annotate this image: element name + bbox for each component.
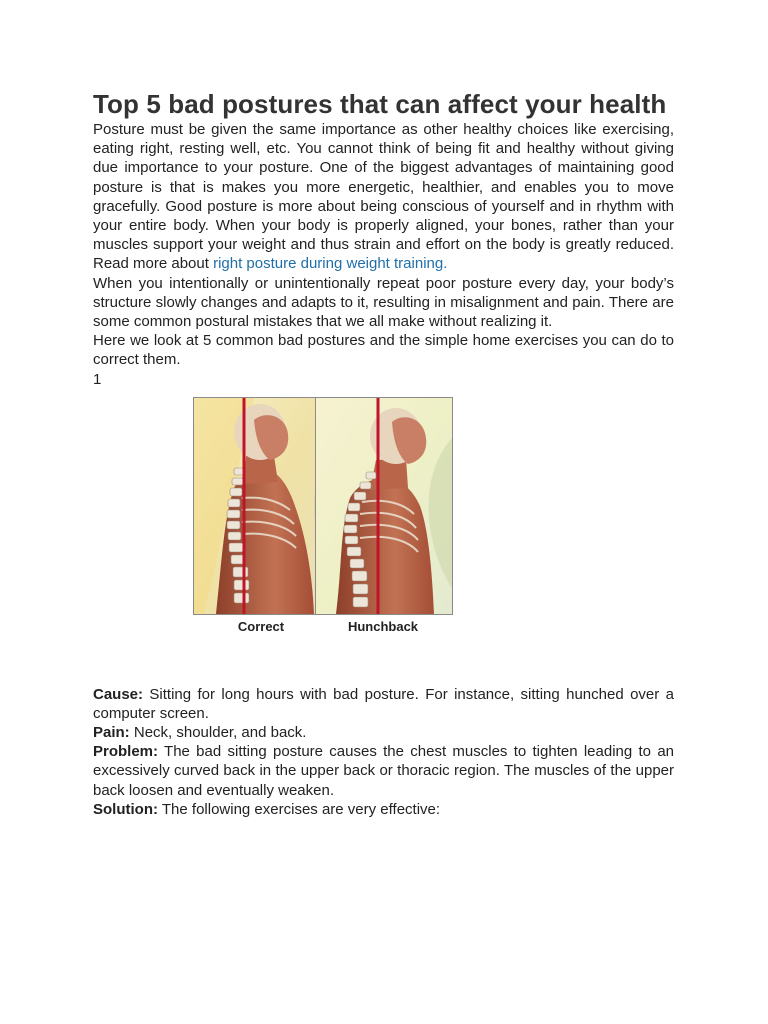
solution-label: Solution: xyxy=(93,800,158,818)
pain-label: Pain: xyxy=(93,724,130,742)
intro-text: Posture must be given the same importance as other healthy choices like exercising, eating right, resting well, etc. You cannot think of being fit and healthy without giving due importance to your posture. One of the biggest advantages of maintaining good posture is that is makes you more energetic, healthier, and enables you to move gracefully. Good posture is more about being conscious of yourself and in rhythm with your entire body. When your body is properly aligned, your bones, rather than your muscles support your weight and thus strain and effort on the body is greatly reduced. Read more about xyxy=(93,121,674,273)
paragraph-misalignment: When you intentionally or unintentionally repeat poor posture every day, your body’s structure slowly changes and adapts to it, resulting in misalignment and pain. There are some common postural mistakes that we all make without realizing it. xyxy=(93,274,674,331)
article-title: Top 5 bad postures that can affect your health xyxy=(93,89,667,119)
paragraph-overview: Here we look at 5 common bad postures and the simple home exercises you can do to correct them. xyxy=(93,332,674,369)
problem-text: The bad sitting posture causes the chest muscles to tighten leading to an excessively curved back in the upper back or thoracic region. The muscles of the upper back loosen and eventually weaken. xyxy=(93,743,674,799)
hunchback-caption: Hunchback xyxy=(347,618,419,634)
cause-text: Sitting for long hours with bad posture. For instance, sitting hunched over a computer screen. xyxy=(93,685,674,722)
posture-details xyxy=(93,685,674,819)
weight-training-link[interactable]: right posture during weight training. xyxy=(213,255,448,273)
solution-line xyxy=(93,800,674,819)
intro-paragraph xyxy=(93,120,674,274)
correct-caption: Correct xyxy=(237,618,285,634)
pain-text: Neck, shoulder, and back. xyxy=(129,724,307,742)
item-number: 1 xyxy=(93,370,102,388)
problem-label: Problem: xyxy=(93,743,159,761)
hunchback-posture-image xyxy=(315,397,453,615)
solution-text: The following exercises are very effective: xyxy=(157,800,441,818)
cause-label: Cause: xyxy=(93,685,144,703)
problem-line xyxy=(93,742,674,800)
article xyxy=(93,88,674,819)
pain-line xyxy=(93,723,674,742)
cause-line xyxy=(93,685,674,723)
correct-posture-image xyxy=(193,397,331,615)
posture-comparison-figure xyxy=(93,389,674,685)
